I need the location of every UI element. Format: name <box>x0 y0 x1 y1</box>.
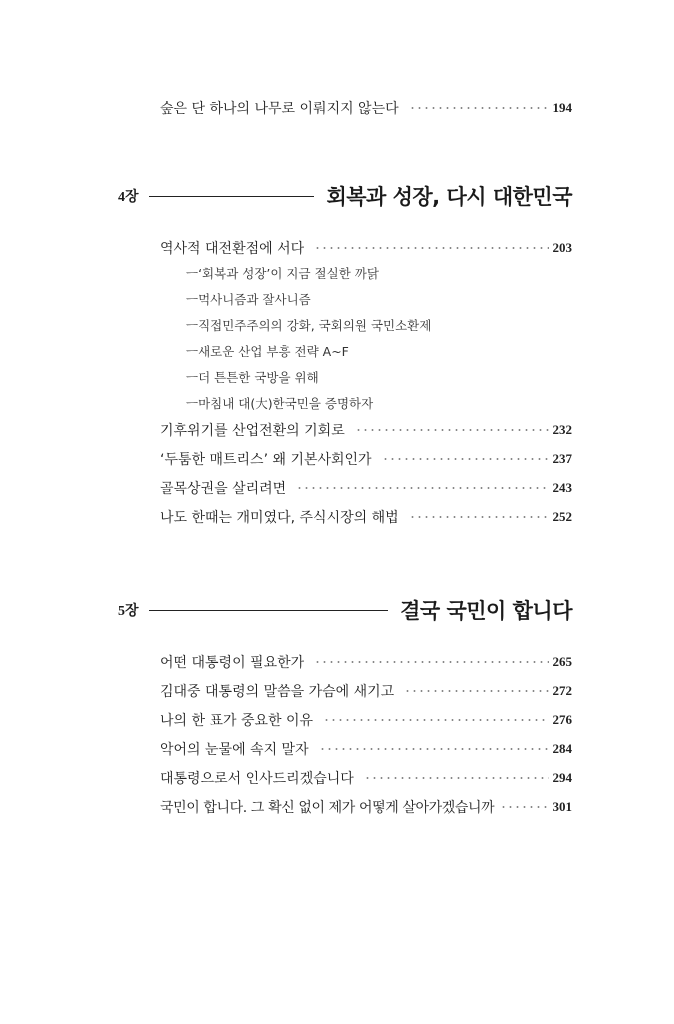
dot-leader <box>364 777 549 779</box>
toc-entry-title: 역사적 대전환점에 서다 <box>160 241 305 257</box>
toc-entry[interactable] <box>160 505 572 529</box>
dot-leader <box>319 748 549 750</box>
chapter-5-heading <box>118 590 572 630</box>
toc-page-number: 243 <box>552 480 572 495</box>
toc-page-number: 276 <box>552 712 572 727</box>
toc-entry-title: 대통령으로서 인사드리겠습니다 <box>160 771 354 787</box>
toc-entry[interactable] <box>160 96 572 120</box>
dot-leader <box>382 458 549 460</box>
chapter-4-heading <box>118 176 572 216</box>
toc-entry-title: 어떤 대통령이 필요한가 <box>160 655 305 671</box>
toc-entry[interactable] <box>160 447 572 471</box>
toc-page-number: 301 <box>552 799 572 814</box>
toc-entry-title: 숲은 단 하나의 나무로 이뤄지지 않는다 <box>160 101 399 117</box>
toc-page-number: 237 <box>552 451 572 466</box>
toc-entry[interactable] <box>160 650 572 674</box>
toc-entry[interactable] <box>160 236 572 260</box>
toc-subentry[interactable]: ㅡ새로운 산업 부흥 전략 A~F <box>186 344 349 359</box>
dot-leader <box>404 690 548 692</box>
toc-subentry[interactable]: ㅡ마침내 대(大)한국민을 증명하자 <box>186 396 374 411</box>
dot-leader <box>409 107 549 109</box>
toc-entry-title: 국민이 합니다. 그 확신 없이 제가 어떻게 살아가겠습니까 <box>160 800 495 816</box>
toc-entry-title: 나도 한때는 개미였다, 주식시장의 해법 <box>160 510 399 526</box>
dot-leader <box>296 487 548 489</box>
toc-entry-title: 나의 한 표가 중요한 이유 <box>160 713 314 729</box>
toc-subentry[interactable]: ㅡ더 튼튼한 국방을 위해 <box>186 370 319 385</box>
toc-subentry[interactable]: ㅡ‘회복과 성장’이 지금 절실한 까닭 <box>186 266 379 281</box>
dot-leader <box>355 429 549 431</box>
toc-page-number: 232 <box>552 422 572 437</box>
chapter-title: 결국 국민이 합니다 <box>400 599 572 623</box>
chapter-rule <box>149 610 389 611</box>
toc-page-number: 272 <box>552 683 572 698</box>
toc-entry-title: ‘두툼한 매트리스’ 왜 기본사회인가 <box>160 452 372 468</box>
toc-entry[interactable] <box>160 795 572 819</box>
toc-entry[interactable] <box>160 708 572 732</box>
toc-page-number: 284 <box>552 741 572 756</box>
toc-entry-title: 기후위기를 산업전환의 기회로 <box>160 423 345 439</box>
toc-entry[interactable] <box>160 679 572 703</box>
toc-page-number: 294 <box>552 770 572 785</box>
toc-page-number: 194 <box>552 100 572 115</box>
dot-leader <box>500 806 548 808</box>
toc-page-number: 265 <box>552 654 572 669</box>
toc-page-number: 203 <box>552 240 572 255</box>
toc-entry-title: 김대중 대통령의 말씀을 가슴에 새기고 <box>160 684 395 700</box>
toc-subentry[interactable]: ㅡ직접민주주의의 강화, 국회의원 국민소환제 <box>186 318 432 333</box>
toc-entry[interactable] <box>160 476 572 500</box>
dot-leader <box>409 516 549 518</box>
dot-leader <box>314 247 548 249</box>
chapter-number: 5장 <box>118 604 139 619</box>
chapter-rule <box>149 196 315 197</box>
toc-page-number: 252 <box>552 509 572 524</box>
dot-leader <box>314 661 548 663</box>
toc-subentry[interactable]: ㅡ먹사니즘과 잘사니즘 <box>186 292 311 307</box>
toc-entry[interactable] <box>160 418 572 442</box>
chapter-title: 회복과 성장, 다시 대한민국 <box>326 185 572 209</box>
toc-entry-title: 악어의 눈물에 속지 말자 <box>160 742 309 758</box>
toc-entry[interactable] <box>160 737 572 761</box>
dot-leader <box>323 719 548 721</box>
chapter-number: 4장 <box>118 190 139 205</box>
toc-entry-title: 골목상권을 살리려면 <box>160 481 287 497</box>
toc-entry[interactable] <box>160 766 572 790</box>
